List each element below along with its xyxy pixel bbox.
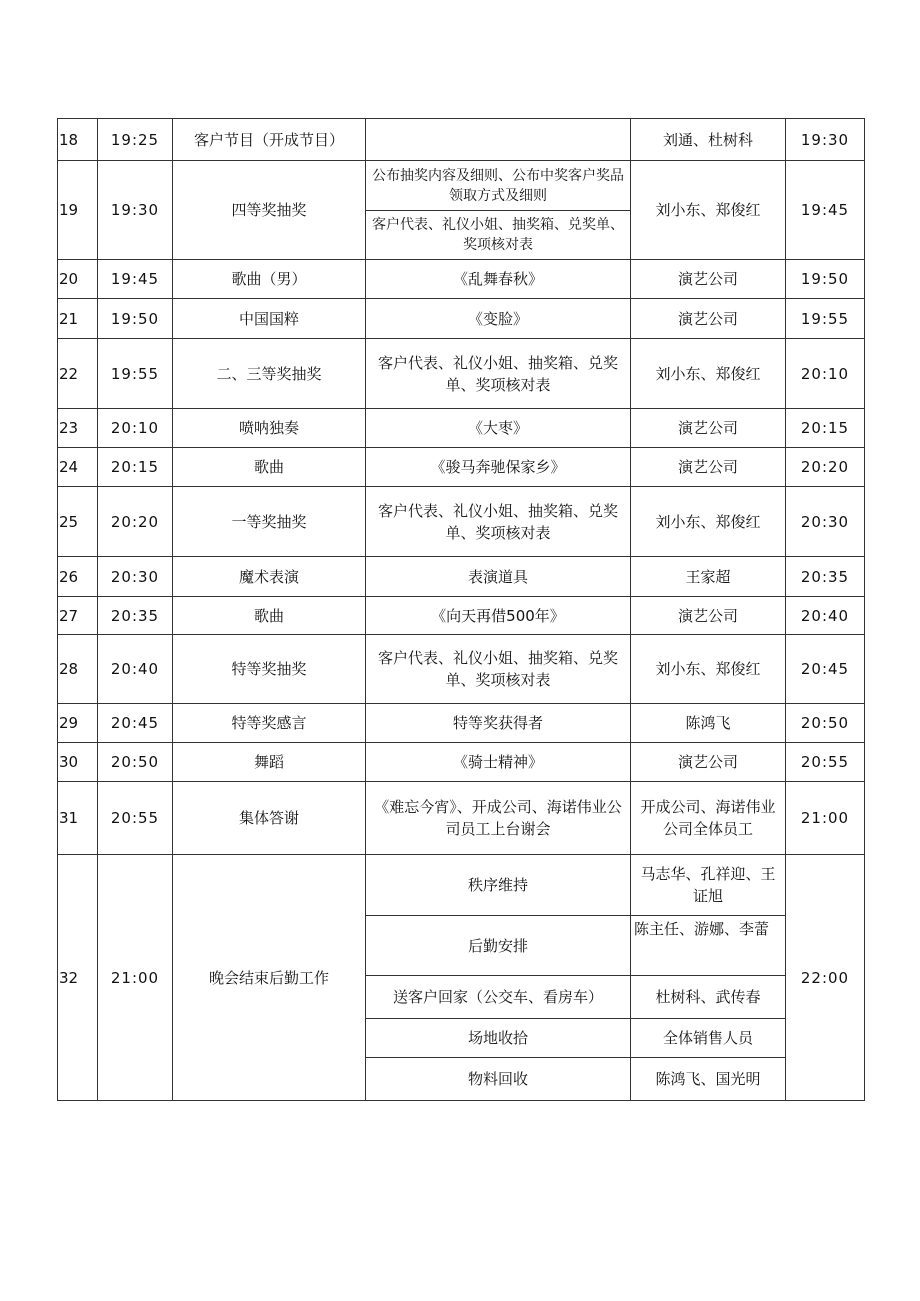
end-time: 20:55: [786, 743, 865, 782]
start-time: 20:35: [98, 597, 173, 635]
program-content: 《难忘今宵》、开成公司、海诺伟业公司员工上台谢会: [366, 782, 631, 855]
program-content: 《大枣》: [366, 409, 631, 448]
table-row: [58, 260, 865, 299]
row-number: 26: [58, 557, 98, 597]
program-item: 特等奖抽奖: [173, 635, 366, 704]
program-item: 歌曲（男）: [173, 260, 366, 299]
task-content: 后勤安排: [366, 916, 631, 976]
program-content: 客户代表、礼仪小姐、抽奖箱、兑奖单、奖项核对表: [366, 339, 631, 409]
table-row: [58, 743, 865, 782]
row-number: 28: [58, 635, 98, 704]
row-number: 30: [58, 743, 98, 782]
program-content: 特等奖获得者: [366, 704, 631, 743]
table-row: [58, 299, 865, 339]
program-item: 客户节目（开成节目）: [173, 119, 366, 161]
program-content: 客户代表、礼仪小姐、抽奖箱、兑奖单、奖项核对表: [366, 487, 631, 557]
program-content-secondary: 客户代表、礼仪小姐、抽奖箱、兑奖单、奖项核对表: [366, 211, 631, 260]
program-item: 歌曲: [173, 448, 366, 487]
end-time: 20:15: [786, 409, 865, 448]
table-row: [58, 409, 865, 448]
task-staff: 陈主任、游娜、李蕾: [631, 916, 786, 976]
table-row: [58, 704, 865, 743]
end-time: 21:00: [786, 782, 865, 855]
program-content: 表演道具: [366, 557, 631, 597]
start-time: 20:10: [98, 409, 173, 448]
program-item: 歌曲: [173, 597, 366, 635]
program-item: 特等奖感言: [173, 704, 366, 743]
row-number: 29: [58, 704, 98, 743]
end-time: 19:45: [786, 161, 865, 260]
program-item: 四等奖抽奖: [173, 161, 366, 260]
program-content: 公布抽奖内容及细则、公布中奖客户奖品领取方式及细则: [366, 161, 631, 211]
responsible-staff: 王家超: [631, 557, 786, 597]
program-item: 二、三等奖抽奖: [173, 339, 366, 409]
program-item: 中国国粹: [173, 299, 366, 339]
responsible-staff: 刘通、杜树科: [631, 119, 786, 161]
program-item: 魔术表演: [173, 557, 366, 597]
table-row: [58, 339, 865, 409]
start-time: 19:55: [98, 339, 173, 409]
table-row: [58, 855, 865, 916]
responsible-staff: 演艺公司: [631, 743, 786, 782]
row-number: 21: [58, 299, 98, 339]
end-time: 20:10: [786, 339, 865, 409]
start-time: 19:50: [98, 299, 173, 339]
table-row: [58, 487, 865, 557]
program-item: 喷呐独奏: [173, 409, 366, 448]
responsible-staff: 演艺公司: [631, 448, 786, 487]
row-number: 31: [58, 782, 98, 855]
end-time: 22:00: [786, 855, 865, 1101]
end-time: 20:20: [786, 448, 865, 487]
responsible-staff: 刘小东、郑俊红: [631, 487, 786, 557]
end-time: 19:55: [786, 299, 865, 339]
responsible-staff: 演艺公司: [631, 597, 786, 635]
program-content: [366, 119, 631, 161]
task-staff: 马志华、孔祥迎、王证旭: [631, 855, 786, 916]
program-content: 《向天再借500年》: [366, 597, 631, 635]
start-time: 20:55: [98, 782, 173, 855]
table-row: [58, 782, 865, 855]
table-row: [58, 635, 865, 704]
program-content: 《乱舞春秋》: [366, 260, 631, 299]
task-content: 物料回收: [366, 1058, 631, 1101]
table-row: [58, 448, 865, 487]
row-number: 23: [58, 409, 98, 448]
row-number: 20: [58, 260, 98, 299]
program-content: 《骏马奔驰保家乡》: [366, 448, 631, 487]
task-content: 场地收拾: [366, 1019, 631, 1058]
task-content: 秩序维持: [366, 855, 631, 916]
responsible-staff: 开成公司、海诺伟业公司全体员工: [631, 782, 786, 855]
schedule-table: [57, 118, 865, 1101]
responsible-staff: 刘小东、郑俊红: [631, 339, 786, 409]
program-item: 一等奖抽奖: [173, 487, 366, 557]
program-content: 客户代表、礼仪小姐、抽奖箱、兑奖单、奖项核对表: [366, 635, 631, 704]
start-time: 20:50: [98, 743, 173, 782]
task-staff: 陈鸿飞、国光明: [631, 1058, 786, 1101]
end-time: 20:30: [786, 487, 865, 557]
responsible-staff: 刘小东、郑俊红: [631, 635, 786, 704]
end-time: 20:45: [786, 635, 865, 704]
start-time: 19:30: [98, 161, 173, 260]
row-number: 22: [58, 339, 98, 409]
start-time: 20:15: [98, 448, 173, 487]
row-number: 25: [58, 487, 98, 557]
end-time: 20:50: [786, 704, 865, 743]
responsible-staff: 演艺公司: [631, 299, 786, 339]
end-time: 20:40: [786, 597, 865, 635]
table-row: [58, 119, 865, 161]
responsible-staff: 刘小东、郑俊红: [631, 161, 786, 260]
program-item: 晚会结束后勤工作: [173, 855, 366, 1101]
task-staff: 全体销售人员: [631, 1019, 786, 1058]
start-time: 20:45: [98, 704, 173, 743]
task-content: 送客户回家（公交车、看房车）: [366, 976, 631, 1019]
row-number: 19: [58, 161, 98, 260]
start-time: 20:20: [98, 487, 173, 557]
end-time: 19:50: [786, 260, 865, 299]
start-time: 20:30: [98, 557, 173, 597]
table-row: [58, 161, 865, 211]
end-time: 19:30: [786, 119, 865, 161]
table-row: [58, 597, 865, 635]
end-time: 20:35: [786, 557, 865, 597]
start-time: 20:40: [98, 635, 173, 704]
responsible-staff: 演艺公司: [631, 260, 786, 299]
responsible-staff: 陈鸿飞: [631, 704, 786, 743]
program-content: 《变脸》: [366, 299, 631, 339]
responsible-staff: 演艺公司: [631, 409, 786, 448]
row-number: 24: [58, 448, 98, 487]
program-item: 舞蹈: [173, 743, 366, 782]
start-time: 19:25: [98, 119, 173, 161]
start-time: 19:45: [98, 260, 173, 299]
program-content: 《骑士精神》: [366, 743, 631, 782]
table-row: [58, 557, 865, 597]
row-number: 32: [58, 855, 98, 1101]
row-number: 18: [58, 119, 98, 161]
program-item: 集体答谢: [173, 782, 366, 855]
row-number: 27: [58, 597, 98, 635]
start-time: 21:00: [98, 855, 173, 1101]
task-staff: 杜树科、武传春: [631, 976, 786, 1019]
